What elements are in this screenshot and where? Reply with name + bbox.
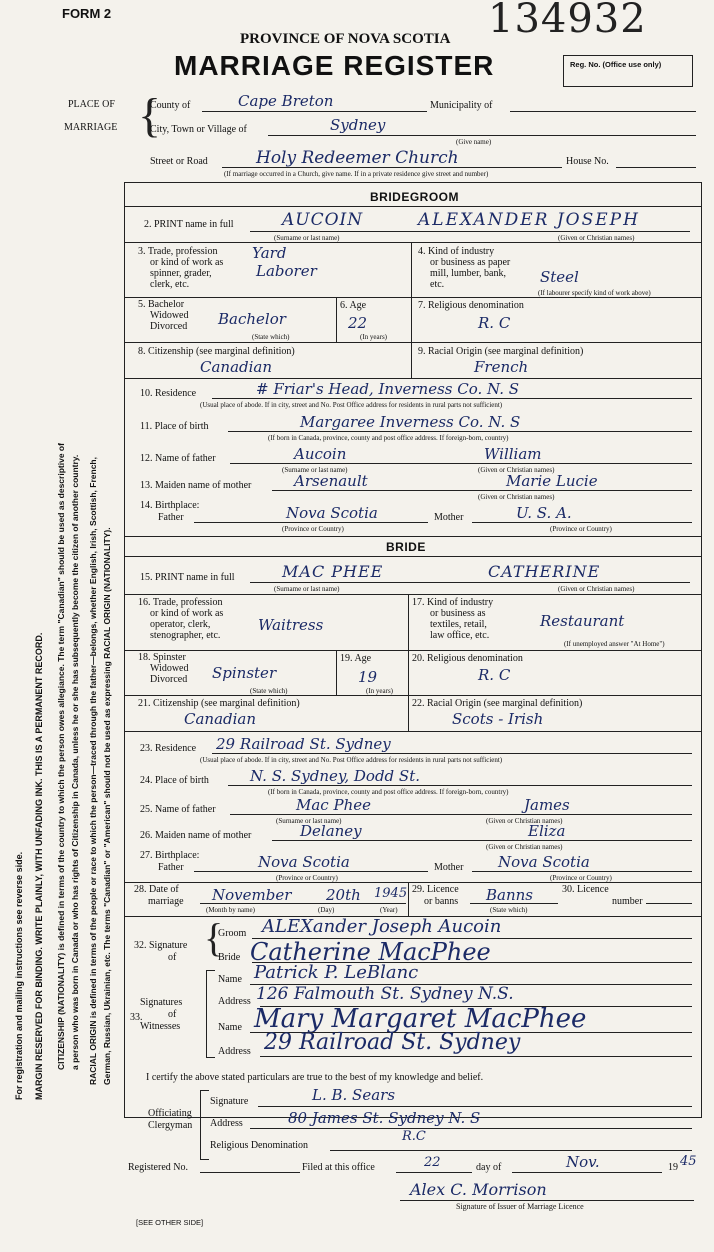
bride-father-label: 25. Name of father [140, 804, 216, 815]
witness-label-1: Signatures [140, 997, 183, 1008]
city-value: Sydney [330, 116, 386, 134]
place-label-top: PLACE OF [68, 99, 115, 110]
groom-birthplace-label: 11. Place of birth [140, 421, 209, 432]
bride-age: 19 [358, 668, 378, 686]
bride-age-note: (In years) [366, 687, 394, 695]
bride-citizenship: Canadian [184, 710, 257, 728]
bride-mother-birthplace: Nova Scotia [498, 853, 590, 871]
bride-surname: MAC PHEE [282, 562, 384, 581]
bride-father-given: James [524, 796, 570, 814]
groom-surname: AUCOIN [282, 210, 364, 230]
side-note-3: CITIZENSHIP (NATIONALITY) is defined in terms of the country to which the person owes allegiance. The term "Canadian" should be used as descriptive of [56, 443, 66, 1070]
bride-racial: Scots - Irish [452, 710, 544, 728]
bride-industry-label-2: or business as [430, 608, 486, 619]
groom-industry-note: (If labourer specify kind of work above) [538, 289, 651, 297]
groom-father-label: 12. Name of father [140, 453, 216, 464]
groom-citizenship: Canadian [200, 358, 273, 376]
issuer-note: Signature of Issuer of Marriage Licence [456, 1202, 584, 1211]
bride-status-label-1: 18. Spinster [138, 652, 186, 663]
witness2-name: Mary Margaret MacPhee [254, 1004, 587, 1034]
filed-label: Filed at this office [302, 1162, 375, 1173]
filed-day: 22 [424, 1155, 441, 1170]
witness-label-2: of [168, 1009, 177, 1020]
w1-address-label: Address [218, 996, 251, 1007]
licence-label-1: 29. Licence [412, 884, 459, 895]
groom-given: ALEXANDER JOSEPH [418, 210, 640, 230]
groom-birthplace: Margaree Inverness Co. N. S [300, 413, 521, 431]
groom-mother-bp-label: Mother [434, 512, 464, 523]
bride-name-label: 15. PRINT name in full [140, 572, 235, 583]
place-note: (If marriage occurred in a Church, give name. If in a private residence give street and number) [224, 170, 489, 178]
w1-name-label: Name [218, 974, 242, 985]
groom-citizenship-label: 8. Citizenship (see marginal definition) [138, 346, 295, 357]
groom-industry: Steel [540, 268, 579, 286]
groom-religion: R. C [478, 314, 511, 332]
side-note-6: German, Russian, Ukrainian, etc. The terms "Canadian" or "American" should not be used as expressing RACIAL ORIGIN (NATIONALITY). [102, 527, 112, 1085]
licence-value: Banns [486, 886, 533, 904]
w2-name-label: Name [218, 1022, 242, 1033]
groom-residence: # Friar's Head, Inverness Co. N. S [256, 380, 520, 398]
denomination-label: Religious Denomination [210, 1140, 309, 1151]
bride-father-bp-note: (Province or Country) [276, 874, 338, 882]
street-value: Holy Redeemer Church [256, 148, 459, 168]
bride-heading: BRIDE [386, 540, 426, 554]
bride-industry-note: (If unemployed answer "At Home") [564, 640, 665, 648]
groom-industry-label-4: etc. [430, 279, 445, 290]
witness1-address: 126 Falmouth St. Sydney N.S. [256, 984, 514, 1004]
witness2-address: 29 Railroad St. Sydney [264, 1030, 521, 1055]
w2-address-label: Address [218, 1046, 251, 1057]
witness-label-3: Witnesses [140, 1021, 181, 1032]
clergy-signature: L. B. Sears [312, 1086, 396, 1104]
bride-industry-label-3: textiles, retail, [430, 619, 487, 630]
bride-status-label-2: Widowed [150, 663, 189, 674]
groom-father-birthplace: Nova Scotia [286, 504, 378, 522]
clergy-sig-label: Signature [210, 1096, 249, 1107]
side-note-1: For registration and mailing instructions see reverse side. [14, 851, 24, 1100]
bride-mother-label: 26. Maiden name of mother [140, 830, 252, 841]
groom-status-label-3: Divorced [150, 321, 188, 332]
bride-signature: Catherine MacPhee [250, 938, 491, 966]
place-brace: { [138, 89, 162, 142]
bride-trade-label-2: or kind of work as [150, 608, 224, 619]
groom-age-note: (In years) [360, 333, 388, 341]
licence-note: (State which) [490, 906, 528, 914]
groom-racial: French [474, 358, 529, 376]
bride-industry-label-4: law office, etc. [430, 630, 490, 641]
bride-mother-surname: Delaney [300, 822, 362, 840]
side-note-2: MARGIN RESERVED FOR BINDING. WRITE PLAINLY, WITH UNFADING INK. THIS IS A PERMANENT RECORD. [34, 632, 44, 1100]
certify-text: I certify the above stated particulars are true to the best of my knowledge and belief. [146, 1072, 484, 1083]
groom-trade-label-1: 3. Trade, profession [138, 246, 218, 257]
bride-birthplace-note: (If born in Canada, province, county and post office address. If foreign-born, country) [268, 788, 509, 796]
clergy-denomination: R.C [402, 1129, 426, 1144]
bride-mother-given-note: (Given or Christian names) [486, 843, 563, 851]
bride-birthplace-label: 24. Place of birth [140, 775, 209, 786]
province-heading: PROVINCE OF NOVA SCOTIA [240, 31, 451, 47]
groom-mother-given-note: (Given or Christian names) [478, 493, 555, 501]
bride-mother-bp-label: Mother [434, 862, 464, 873]
bride-sig-label: Bride [218, 952, 241, 963]
signature-of-label-2: of [168, 952, 177, 963]
groom-age: 22 [348, 314, 368, 332]
year-suffix: 45 [680, 1154, 697, 1169]
bride-father-given-note: (Given or Christian names) [486, 817, 563, 825]
couple-brace: { [204, 915, 224, 960]
clergy-bracket [200, 1090, 209, 1160]
day-of-label: day of [476, 1162, 502, 1173]
year-note: (Year) [380, 906, 398, 914]
groom-father-surname-note: (Surname or last name) [282, 466, 348, 474]
see-other-side: [SEE OTHER SIDE] [136, 1218, 204, 1227]
groom-trade-label-4: clerk, etc. [150, 279, 190, 290]
marriage-month: November [212, 886, 292, 904]
bride-citizenship-label: 21. Citizenship (see marginal definition) [138, 698, 300, 709]
street-label: Street or Road [150, 156, 208, 167]
groom-mother-surname: Arsenault [294, 472, 368, 490]
groom-mother-label: 13. Maiden name of mother [140, 480, 252, 491]
reg-no-box-label: Reg. No. (Office use only) [570, 60, 662, 69]
groom-industry-label-2: or business as paper [430, 257, 511, 268]
form-label: FORM 2 [62, 6, 112, 21]
bride-mother-given: Eliza [528, 822, 566, 840]
clergy-address-label: Address [210, 1118, 243, 1129]
bride-industry-label-1: 17. Kind of industry [412, 597, 494, 608]
groom-father-given-note: (Given or Christian names) [478, 466, 555, 474]
groom-residence-note: (Usual place of abode. If in city, street and No. Post Office address for residents in rural parts not sufficient) [200, 401, 503, 409]
day-note: (Day) [318, 906, 335, 914]
groom-mother-bp-note: (Province or Country) [550, 525, 612, 533]
bride-father-surname: Mac Phee [296, 796, 371, 814]
bride-trade-label-4: stenographer, etc. [150, 630, 221, 641]
groom-signature: ALEXander Joseph Aucoin [262, 916, 502, 937]
bride-surname-note: (Surname or last name) [274, 585, 340, 593]
groom-father-given: William [484, 445, 542, 463]
groom-sig-label: Groom [218, 928, 247, 939]
year-prefix: 19 [668, 1162, 678, 1173]
bridegroom-heading: BRIDEGROOM [370, 190, 459, 204]
bride-religion-label: 20. Religious denomination [412, 653, 523, 664]
given-name-note: (Give name) [456, 138, 492, 146]
bride-residence: 29 Railroad St. Sydney [216, 735, 391, 753]
groom-surname-note: (Surname or last name) [274, 234, 340, 242]
groom-mother-given: Marie Lucie [506, 472, 598, 490]
groom-father-bp-label: Father [158, 512, 184, 523]
witness1-name: Patrick P. LeBlanc [254, 962, 419, 983]
clergy-label-1: Officiating [148, 1108, 192, 1119]
groom-given-note: (Given or Christian names) [558, 234, 635, 242]
municipality-label: Municipality of [430, 100, 493, 111]
groom-status: Bachelor [218, 310, 286, 328]
licence-number-label-1: 30. Licence [562, 884, 609, 895]
bride-father-birthplace: Nova Scotia [258, 853, 350, 871]
groom-status-label-1: 5. Bachelor [138, 299, 185, 310]
groom-status-label-2: Widowed [150, 310, 189, 321]
bride-status: Spinster [212, 664, 277, 682]
county-label: County of [150, 100, 191, 111]
form-title: MARRIAGE REGISTER [174, 50, 495, 81]
side-note-5: RACIAL ORIGIN is defined in terms of the people or race to which the person—traced through the father—belongs, whether English, Irish, Scottish, French, [88, 457, 98, 1085]
city-label: City, Town or Village of [150, 124, 247, 135]
bride-industry: Restaurant [540, 612, 625, 630]
bride-given: CATHERINE [488, 562, 601, 581]
groom-trade-label-2: or kind of work as [150, 257, 224, 268]
bride-trade: Waitress [258, 616, 324, 634]
groom-trade-1: Yard [252, 244, 287, 262]
filed-month: Nov. [566, 1153, 600, 1171]
groom-residence-label: 10. Residence [140, 388, 197, 399]
witness-number: 33. [130, 1012, 143, 1023]
reg-no-box [563, 55, 693, 87]
groom-industry-label-1: 4. Kind of industry [418, 246, 495, 257]
register-number: 134932 [488, 0, 647, 42]
date-label-1: 28. Date of [134, 884, 179, 895]
house-label: House No. [566, 156, 609, 167]
bride-residence-label: 23. Residence [140, 743, 197, 754]
groom-father-surname: Aucoin [294, 445, 347, 463]
bride-religion: R. C [478, 666, 511, 684]
date-label-2: marriage [148, 896, 184, 907]
groom-industry-label-3: mill, lumber, bank, [430, 268, 506, 279]
clergy-label-2: Clergyman [148, 1120, 193, 1131]
place-label-bottom: MARRIAGE [64, 122, 118, 133]
witness-bracket [206, 970, 215, 1058]
bride-age-label: 19. Age [340, 653, 372, 664]
marriage-year: 1945 [374, 886, 408, 901]
groom-trade-label-3: spinner, grader, [150, 268, 212, 279]
bride-given-note: (Given or Christian names) [558, 585, 635, 593]
groom-religion-label: 7. Religious denomination [418, 300, 524, 311]
groom-mother-birthplace: U. S. A. [516, 504, 572, 522]
groom-name-label: 2. PRINT name in full [144, 219, 234, 230]
bride-birthplace-parents-label: 27. Birthplace: [140, 850, 200, 861]
groom-trade-2: Laborer [256, 262, 317, 280]
bride-trade-label-1: 16. Trade, profession [138, 597, 223, 608]
registered-label: Registered No. [128, 1162, 188, 1173]
groom-birthplace-note: (If born in Canada, province, county and post office address. If foreign-born, country) [268, 434, 509, 442]
groom-racial-label: 9. Racial Origin (see marginal definition) [418, 346, 584, 357]
marriage-day: 20th [326, 886, 361, 904]
clergy-address: 80 James St. Sydney N. S [288, 1109, 481, 1127]
bride-residence-note: (Usual place of abode. If in city, street and No. Post Office address for residents in rural parts not sufficient) [200, 756, 503, 764]
licence-number-label-2: number [612, 896, 643, 907]
bride-status-note: (State which) [250, 687, 288, 695]
groom-status-note: (State which) [252, 333, 290, 341]
month-note: (Month by name) [206, 906, 255, 914]
bride-racial-label: 22. Racial Origin (see marginal definition) [412, 698, 583, 709]
licence-label-2: or banns [424, 896, 459, 907]
bride-trade-label-3: operator, clerk, [150, 619, 211, 630]
bride-status-label-3: Divorced [150, 674, 188, 685]
bride-father-bp-label: Father [158, 862, 184, 873]
bride-father-surname-note: (Surname or last name) [276, 817, 342, 825]
signature-of-label-1: 32. Signature [134, 940, 188, 951]
bride-birthplace: N. S. Sydney, Dodd St. [250, 767, 420, 785]
groom-age-label: 6. Age [340, 300, 367, 311]
groom-father-bp-note: (Province or Country) [282, 525, 344, 533]
side-note-4: a person who was born in Canada or who has rights of Citizenship in Canada, unless he or she has subsequently become the citizen of another country. [70, 454, 80, 1070]
bride-mother-bp-note: (Province or Country) [550, 874, 612, 882]
issuer-signature: Alex C. Morrison [410, 1180, 547, 1199]
groom-birthplace-parents-label: 14. Birthplace: [140, 500, 200, 511]
county-value: Cape Breton [238, 92, 334, 110]
